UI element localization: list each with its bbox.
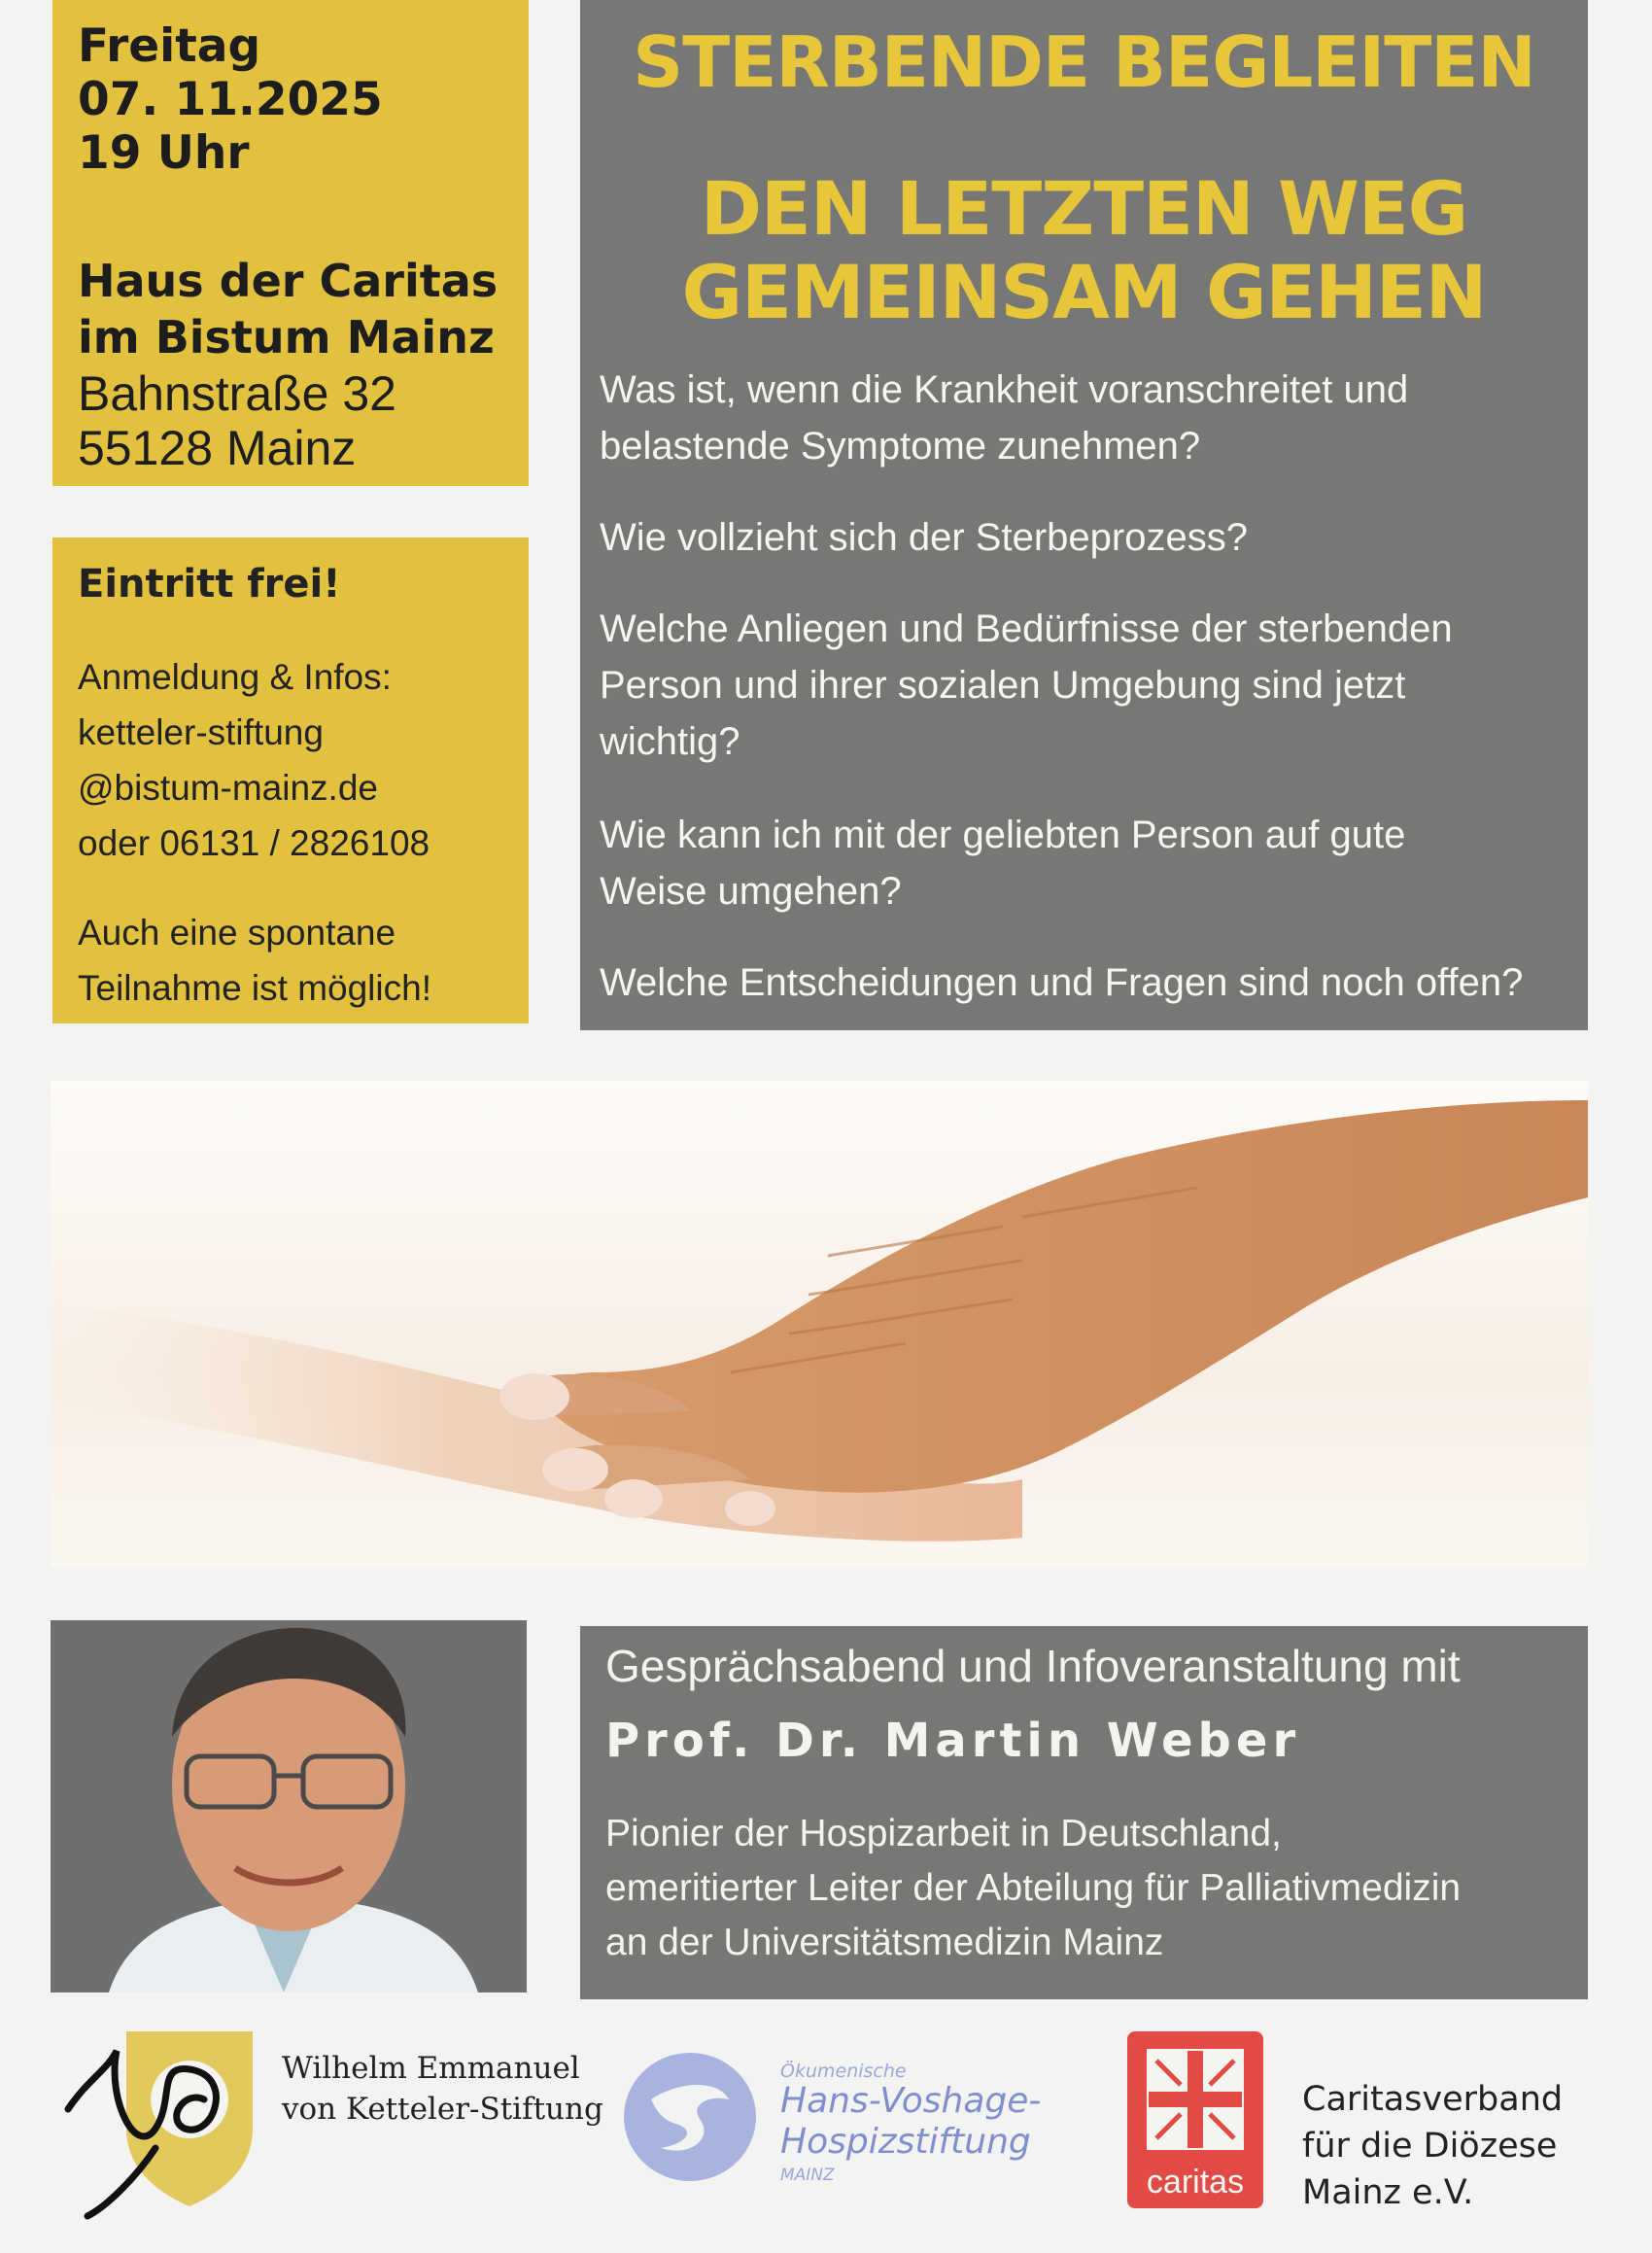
- venue-city: 55128 Mainz: [78, 421, 357, 475]
- ketteler-shield-icon: [49, 2022, 272, 2226]
- registration-box: [52, 537, 529, 1023]
- ketteler-name-line1: Wilhelm Emmanuel: [282, 2051, 580, 2086]
- hospiz-city: MAINZ: [780, 2166, 835, 2185]
- event-time: 19 Uhr: [78, 126, 250, 180]
- spontaneous-line2: Teilnahme ist möglich!: [78, 968, 431, 1008]
- speaker-bio-line2: emeritierter Leiter der Abteilung für Palliativmedizin: [605, 1867, 1462, 1909]
- portrait-illustration: [51, 1620, 527, 1993]
- registration-email-part1: ketteler-stiftung: [78, 712, 324, 752]
- question-5: Welche Entscheidungen und Fragen sind noch offen?: [600, 961, 1524, 1004]
- speaker-bio-line1: Pionier der Hospizarbeit in Deutschland,: [605, 1813, 1282, 1854]
- admission-label: Eintritt frei!: [78, 562, 341, 607]
- registration-label: Anmeldung & Infos:: [78, 657, 392, 697]
- question-3a: Welche Anliegen und Bedürfnisse der sterbenden: [600, 607, 1453, 650]
- question-2: Wie vollzieht sich der Sterbeprozess?: [600, 516, 1248, 559]
- registration-email-part2: @bistum-mainz.de: [78, 768, 378, 808]
- subtitle-line2: GEMEINSAM GEHEN: [681, 249, 1487, 335]
- question-4a: Wie kann ich mit der geliebten Person auf gute: [600, 814, 1406, 856]
- caritas-badge-label: caritas: [1146, 2164, 1245, 2201]
- main-title: STERBENDE BEGLEITEN: [633, 21, 1535, 103]
- venue-line1: Haus der Caritas: [78, 255, 499, 307]
- caritas-name-line2: für die Diözese: [1302, 2127, 1558, 2166]
- hospiz-name-line2: Hospizstiftung: [780, 2122, 1031, 2162]
- venue-street: Bahnstraße 32: [78, 366, 396, 421]
- event-info-box: [52, 0, 529, 486]
- question-4b: Weise umgehen?: [600, 870, 902, 913]
- question-1a: Was ist, wenn die Krankheit voranschreitet und: [600, 368, 1409, 411]
- question-3b: Person und ihrer sozialen Umgebung sind jetzt: [600, 664, 1406, 707]
- caritas-name-line1: Caritasverband: [1302, 2080, 1564, 2119]
- hands-illustration: [51, 1081, 1588, 1567]
- registration-phone: oder 06131 / 2826108: [78, 823, 430, 863]
- spontaneous-line1: Auch eine spontane: [78, 913, 396, 953]
- title-box: [580, 0, 1588, 1030]
- speaker-name: Prof. Dr. Martin Weber: [605, 1714, 1301, 1768]
- hospiz-dove-icon: [622, 2041, 768, 2187]
- caritas-logo: [1127, 2031, 1263, 2208]
- speaker-portrait: [51, 1620, 527, 1993]
- speaker-intro: Gesprächsabend und Infoveranstaltung mit: [605, 1641, 1461, 1691]
- question-1b: belastende Symptome zunehmen?: [600, 425, 1201, 468]
- event-weekday: Freitag: [78, 19, 261, 73]
- hands-photo: [51, 1081, 1588, 1567]
- hospiz-small-label: Ökumenische: [780, 2061, 907, 2082]
- question-3c: wichtig?: [600, 720, 740, 763]
- speaker-bio-line3: an der Universitätsmedizin Mainz: [605, 1922, 1164, 1963]
- ketteler-logo: [49, 2022, 272, 2226]
- caritas-cross-icon: [1127, 2031, 1263, 2167]
- speaker-box: [580, 1626, 1588, 1999]
- hospiz-name-line1: Hans-Voshage-: [780, 2081, 1042, 2121]
- caritas-name-line3: Mainz e.V.: [1302, 2173, 1474, 2212]
- event-date: 07. 11.2025: [78, 73, 383, 126]
- ketteler-name-line2: von Ketteler-Stiftung: [282, 2092, 603, 2127]
- subtitle-line1: DEN LETZTEN WEG: [700, 165, 1468, 252]
- hospiz-logo: [622, 2041, 768, 2187]
- venue-line2: im Bistum Mainz: [78, 311, 495, 364]
